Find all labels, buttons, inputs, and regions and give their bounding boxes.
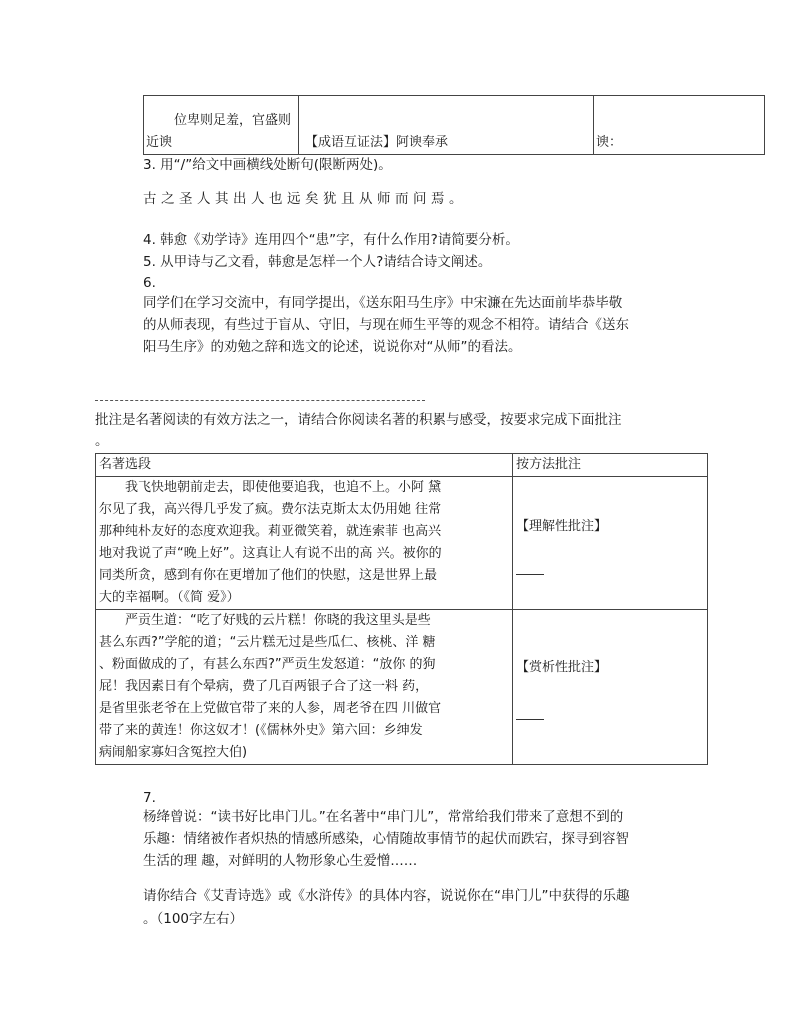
header-excerpt-label: 名著选段 (99, 457, 152, 472)
row-1-line-3: 那种纯朴友好的态度欢迎我。莉亚微笑着，就连索菲 也高兴 (99, 524, 442, 539)
row-2-line-3: 、粉面做成的了，有甚么东西?”严贡生发怒道：“放你 的狗 (99, 657, 436, 672)
question-7-line-5: 。（100字左右） (143, 911, 244, 927)
annotation-table-row-1 (96, 477, 708, 610)
top-table (143, 95, 765, 155)
row-1-line-1: 我飞快地朝前走去，即使他要追我，也追不上。小阿 黛 (99, 480, 442, 495)
question-6-line-3: 阳马生序》的劝勉之辞和选文的论述，说说你对“从师”的看法。 (143, 339, 522, 355)
question-6-number: 6. (143, 275, 156, 291)
top-table-text-3: 谀： (596, 135, 623, 150)
row-2-annotation-label: 【赏析性批注】 (516, 659, 608, 675)
row-1-excerpt (96, 477, 513, 610)
question-7-number: 7. (143, 790, 156, 806)
question-3-passage: 古之圣人其出人也远矣犹且从师而问焉。 (143, 191, 467, 207)
question-3: 3. 用“/”给文中画横线处断句(限断两处)。 (143, 157, 392, 173)
row-2-answer-blank[interactable] (516, 705, 704, 724)
row-1-annotation-label: 【理解性批注】 (516, 518, 608, 534)
annotation-intro-line-1: 批注是名著阅读的有效方法之一，请结合你阅读名著的积累与感受，按要求完成下面批注 (95, 412, 622, 428)
question-6-line-2: 的从师表现，有些过于盲从、守旧，与现在师生平等的观念不相符。请结合《送东 (143, 317, 629, 333)
row-2-line-6: 带了来的黄连！你这奴才！(《儒林外史》第六回：乡绅发 (99, 723, 423, 738)
question-6-line-1: 同学们在学习交流中，有同学提出，《送东阳马生序》中宋濂在先达面前毕恭毕敬 (143, 295, 623, 311)
question-7-line-3: 生活的理 趣，对鲜明的人物形象心生爱憎…… (143, 853, 418, 869)
dashed-separator (95, 400, 425, 401)
header-annotation-label: 按方法批注 (516, 457, 582, 472)
question-5: 5. 从甲诗与乙文看，韩愈是怎样一个人?请结合诗文阐述。 (143, 254, 492, 270)
row-1-line-5: 同类所贪，感到有你在更增加了他们的快慰，这是世界上最 (99, 568, 438, 583)
top-table-text-2: 【成语互证法】阿谀奉承 (305, 135, 449, 150)
row-1-answer-blank[interactable] (516, 560, 704, 579)
row-2-line-4: 屁！我因素日有个晕病，费了几百两银子合了这一料 药， (99, 679, 429, 694)
annotation-table-row-2 (96, 610, 708, 765)
row-2-line-1: 严贡生道：“吃了好贱的云片糕！你晓的我这里头是些 (99, 613, 431, 628)
question-4: 4. 韩愈《劝学诗》连用四个“患”字，有什么作用?请简要分析。 (143, 232, 519, 248)
header-cell-annotation (513, 454, 708, 477)
annotation-table (95, 453, 708, 765)
annotation-table-header (96, 454, 708, 477)
row-2-annotation (513, 610, 708, 765)
question-7-line-1: 杨绛曾说：“读书好比串门儿。”在名著中“串门儿”，常常给我们带来了意想不到的 (143, 809, 624, 825)
question-7-line-2: 乐趣：情绪被作者炽热的情感所感染，心情随故事情节的起伏而跌宕，探寻到容智 (143, 831, 629, 847)
row-1-annotation (513, 477, 708, 610)
row-1-line-4: 地对我说了声“晚上好”。这真让人有说不出的高 兴。被你的 (99, 546, 442, 561)
row-2-line-7: 病闹船家寡妇含冤控大伯) (99, 745, 248, 760)
row-1-line-6: 大的幸福啊。（《简 爱》） (99, 590, 240, 605)
top-table-cell-2 (299, 96, 594, 155)
top-table-cell-1 (144, 96, 299, 155)
row-2-line-5: 是省里张老爷在上党做官带了来的人参，周老爷在四 川做官 (99, 701, 442, 716)
row-2-excerpt (96, 610, 513, 765)
top-table-cell-3 (594, 96, 765, 155)
header-cell-excerpt (96, 454, 513, 477)
question-7-line-4: 请你结合《艾青诗选》或《水浒传》的具体内容，说说你在“串门儿”中获得的乐趣 (143, 888, 630, 904)
top-table-text-1: 位卑则足羞，官盛则近谀 (146, 113, 292, 150)
annotation-intro-line-2: 。 (95, 433, 109, 449)
row-1-line-2: 尔见了我，高兴得几乎发了疯。费尔法克斯太太仍用她 往常 (99, 502, 442, 517)
row-2-line-2: 甚么东西?”学舵的道；“云片糕无过是些瓜仁、核桃、洋 糖 (99, 635, 436, 650)
